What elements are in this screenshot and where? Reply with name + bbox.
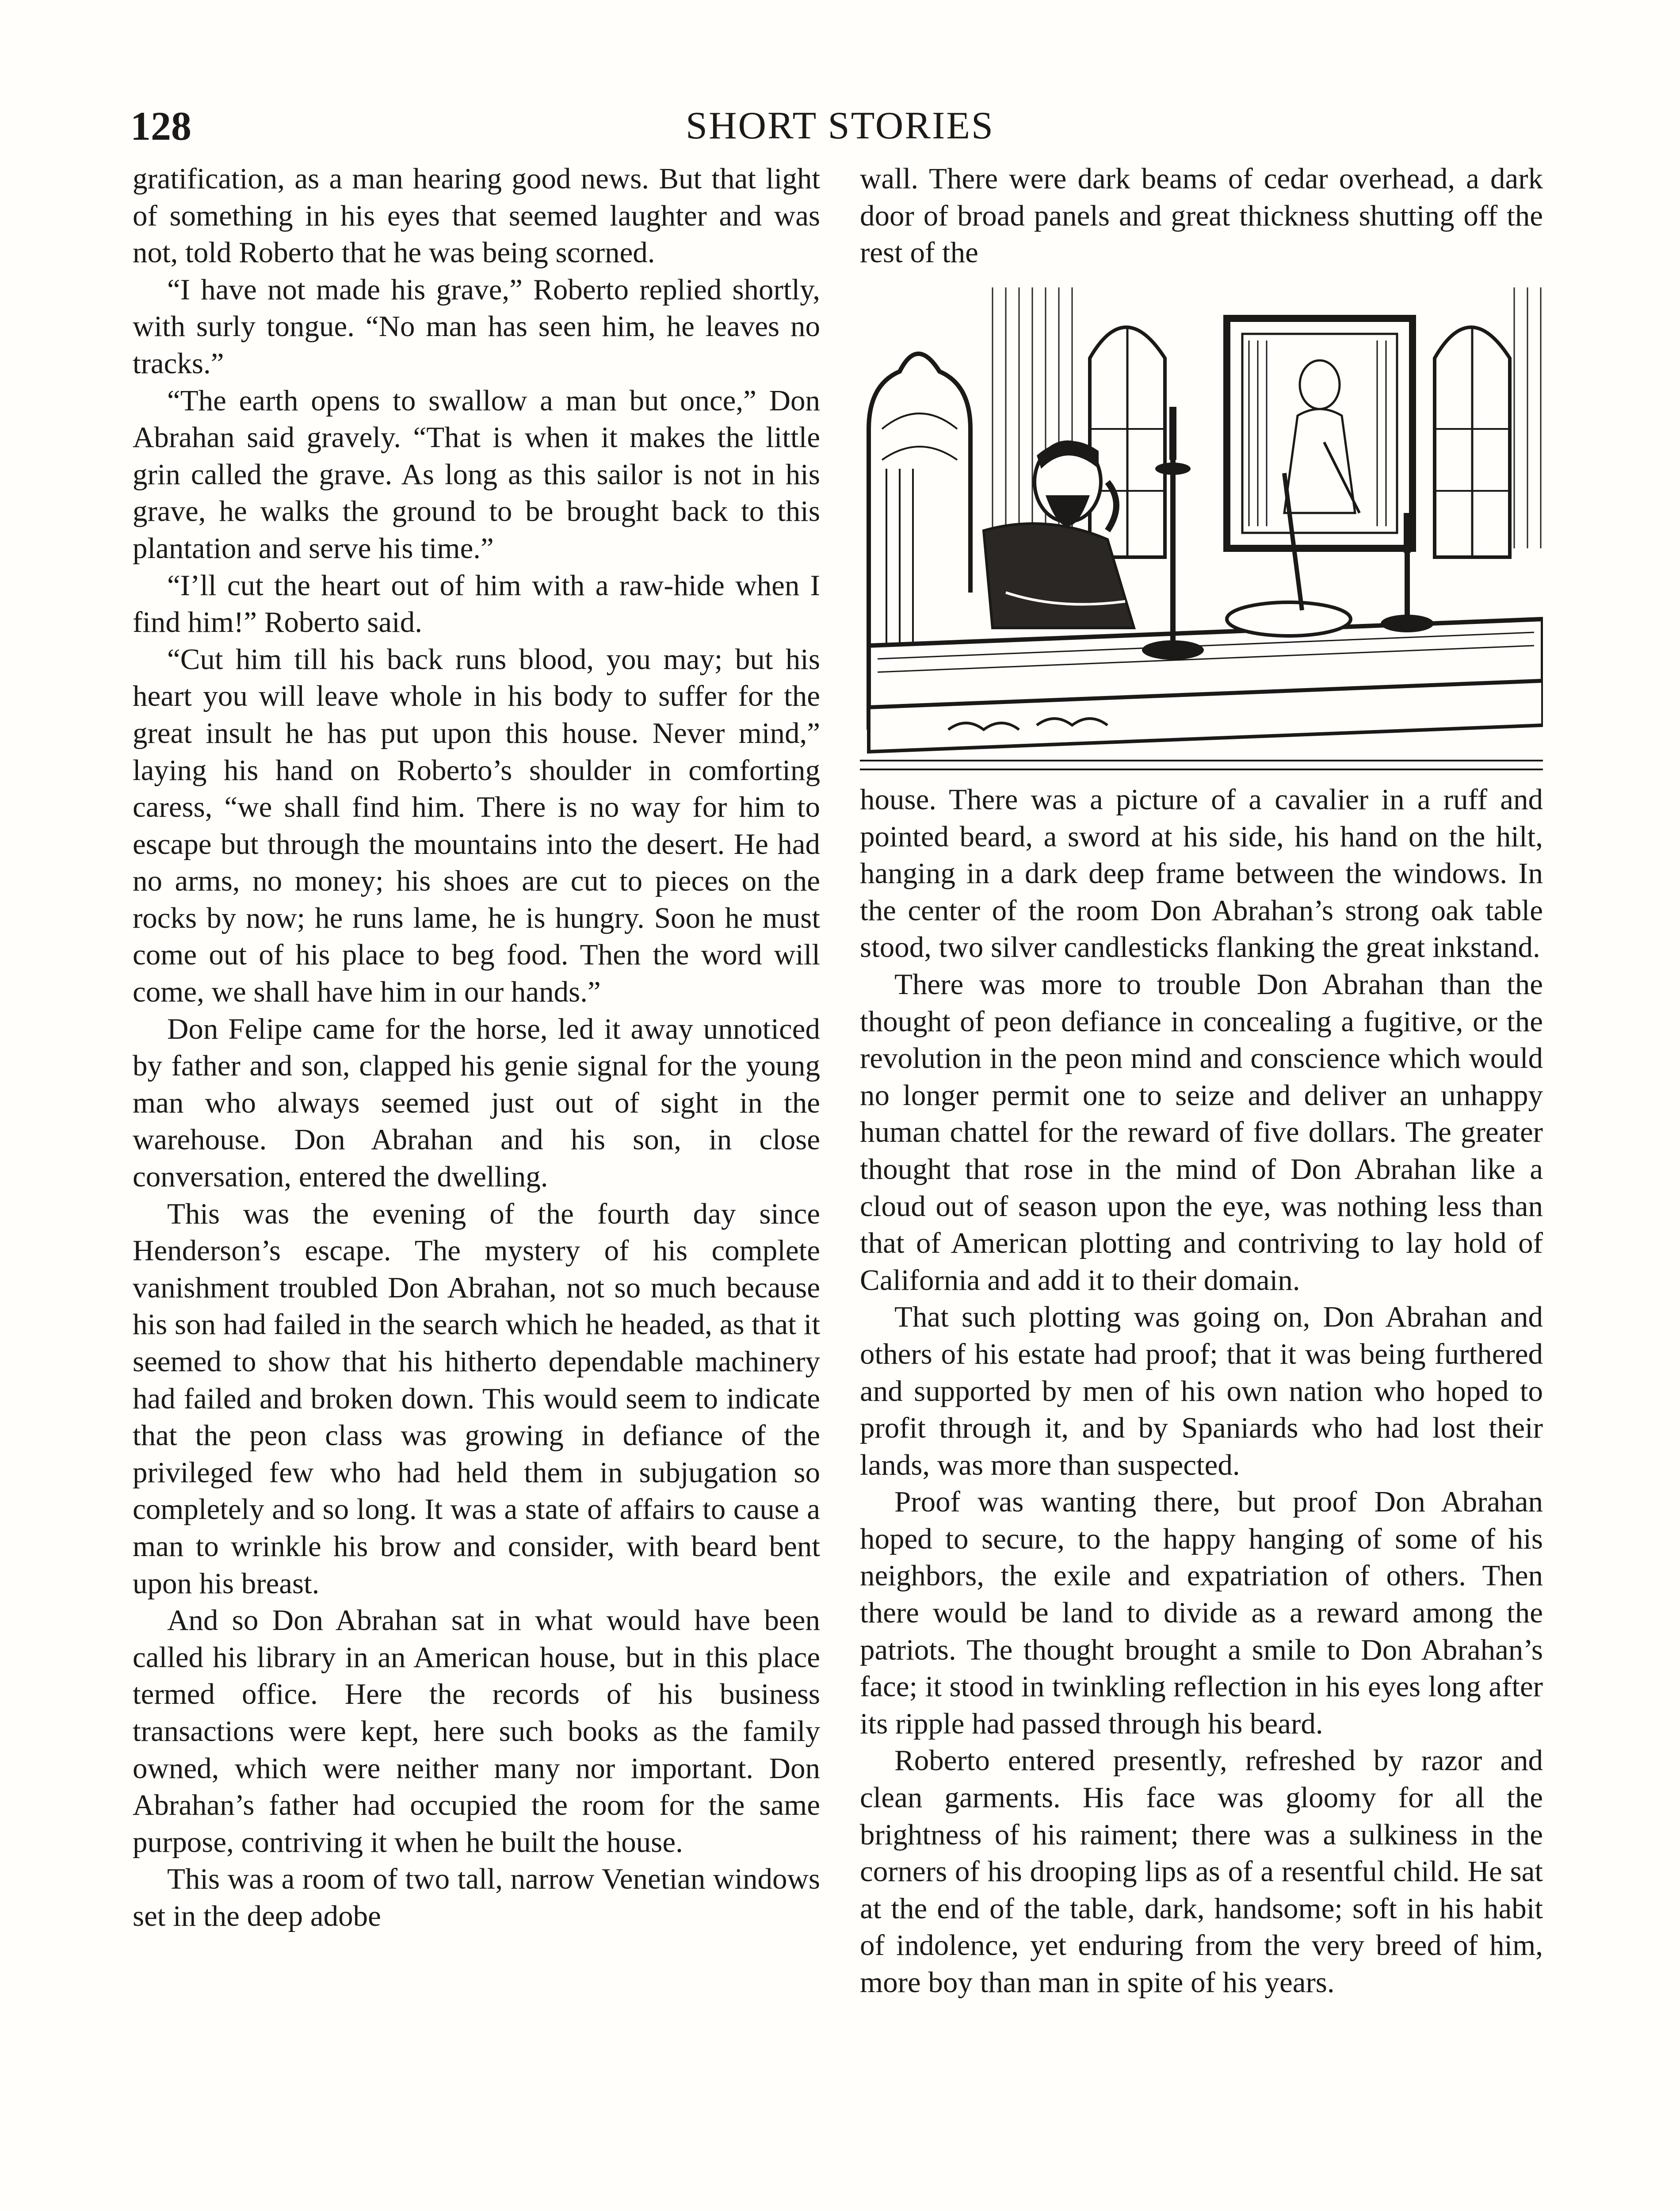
paragraph: Roberto entered presently, refreshed by razor and clean garments. His face was gloomy for all the brightness of his raiment; there was a sulkiness in the corners of his drooping lips as of a resentful child. He sat at the end of the table, dark, handsome; soft in his habit of indolence, yet enduring from the very breed of him, more boy than man in spite of his years. — [860, 1744, 1543, 1999]
paragraph: This was a room of two tall, narrow Venetian windows set in the deep adobe — [133, 1863, 820, 1932]
paragraph: “I have not made his grave,” Roberto replied shortly, with surly tongue. “No man has seen him, he leaves no tracks.” — [133, 273, 820, 380]
paragraph: There was more to trouble Don Abrahan than the thought of peon defiance in concealing a fugitive, or the revolution in the peon mind and conscience which would no longer permit one to seize and deliver an unhappy human chattel for the reward of five dollars. The greater thought that rose in the mind of Don Abrahan like a cloud out of season upon the eye, was nothing less than that of American plotting and contriving to lay hold of California and add it to their domain. — [860, 968, 1543, 1297]
running-head — [130, 95, 1550, 157]
paragraph: That such plotting was going on, Don Abrahan and others of his estate had proof; that it was being furthered and supported by men of his own nation who hoped to profit through it, and by Spaniards who had lost their lands, was more than suspected. — [860, 1301, 1543, 1481]
paragraph: This was the evening of the fourth day since Henderson’s escape. The mystery of his complete vanishment troubled Don Abrahan, not so much because his son had failed in the search which he headed, as that it seemed to show that his hitherto dependable machinery had failed and broken down. This would seem to indicate that the peon class was growing in defiance of the privileged few who had held them in subjugation so completely and so long. It was a state of affairs to cause a man to wrinkle his brow and consider, with beard bent upon his breast. — [133, 1197, 820, 1600]
right-column-bottom — [860, 781, 1543, 2211]
illustration-drawing — [860, 283, 1543, 774]
paragraph: wall. There were dark beams of cedar overhead, a dark door of broad panels and great thickness shutting off the rest of the — [860, 162, 1543, 269]
paragraph: house. There was a picture of a cavalier in a ruff and pointed beard, a sword at his side, his hand on the hilt, hanging in a dark deep frame between the windows. In the center of the room Don Abrahan’s strong oak table stood, two silver candlesticks flanking the great inkstand. — [860, 783, 1543, 964]
paragraph: “I’ll cut the heart out of him with a raw-hide when I find him!” Roberto said. — [133, 569, 820, 639]
illustration — [860, 283, 1543, 774]
page-number: 128 — [130, 103, 191, 149]
right-column-top — [860, 161, 1543, 275]
paragraph: “The earth opens to swallow a man but once,” Don Abrahan said gravely. “That is when it makes the little grin called the grave. As long as this sailor is not in his grave, he walks the ground to be brought back to this plantation and serve his time.” — [133, 384, 820, 565]
paragraph: And so Don Abrahan sat in what would have been called his library in an American house, but in this place termed office. Here the records of his business transactions were kept, here such books as the family owned, which were neither many nor important. Don Abrahan’s father had occupied the room for the same purpose, contriving it when he built the house. — [133, 1604, 820, 1859]
paragraph: gratification, as a man hearing good news. But that light of something in his eyes that seemed laughter and was not, told Roberto that he was being scorned. — [133, 162, 820, 269]
paragraph: Don Felipe came for the horse, led it away unnoticed by father and son, clapped his genie signal for the young man who always seemed just out of sight in the warehouse. Don Abrahan and his son, in close conversation, entered the dwelling. — [133, 1012, 820, 1193]
paragraph: Proof was wanting there, but proof Don Abrahan hoped to secure, to the happy hanging of some of his neighbors, the exile and expatriation of others. Then there would be land to divide as a reward among the patriots. The thought brought a smile to Don Abrahan’s face; it stood in twinkling reflection in his eyes long after its ripple had passed through his beard. — [860, 1485, 1543, 1740]
left-column — [133, 161, 820, 2211]
magazine-title: SHORT STORIES — [686, 104, 994, 147]
paragraph: “Cut him till his back runs blood, you may; but his heart you will leave whole in his body to suffer for the great insult he has put upon this house. Never mind,” laying his hand on Roberto’s shoulder in comforting caress, “we shall find him. There is no way for him to escape but through the mountains into the desert. He had no arms, no money; his shoes are cut to pieces on the rocks by now; he runs lame, he is hungry. Soon he must come out of his place to beg food. Then the word will come, we shall have him in our hands.” — [133, 643, 820, 1009]
